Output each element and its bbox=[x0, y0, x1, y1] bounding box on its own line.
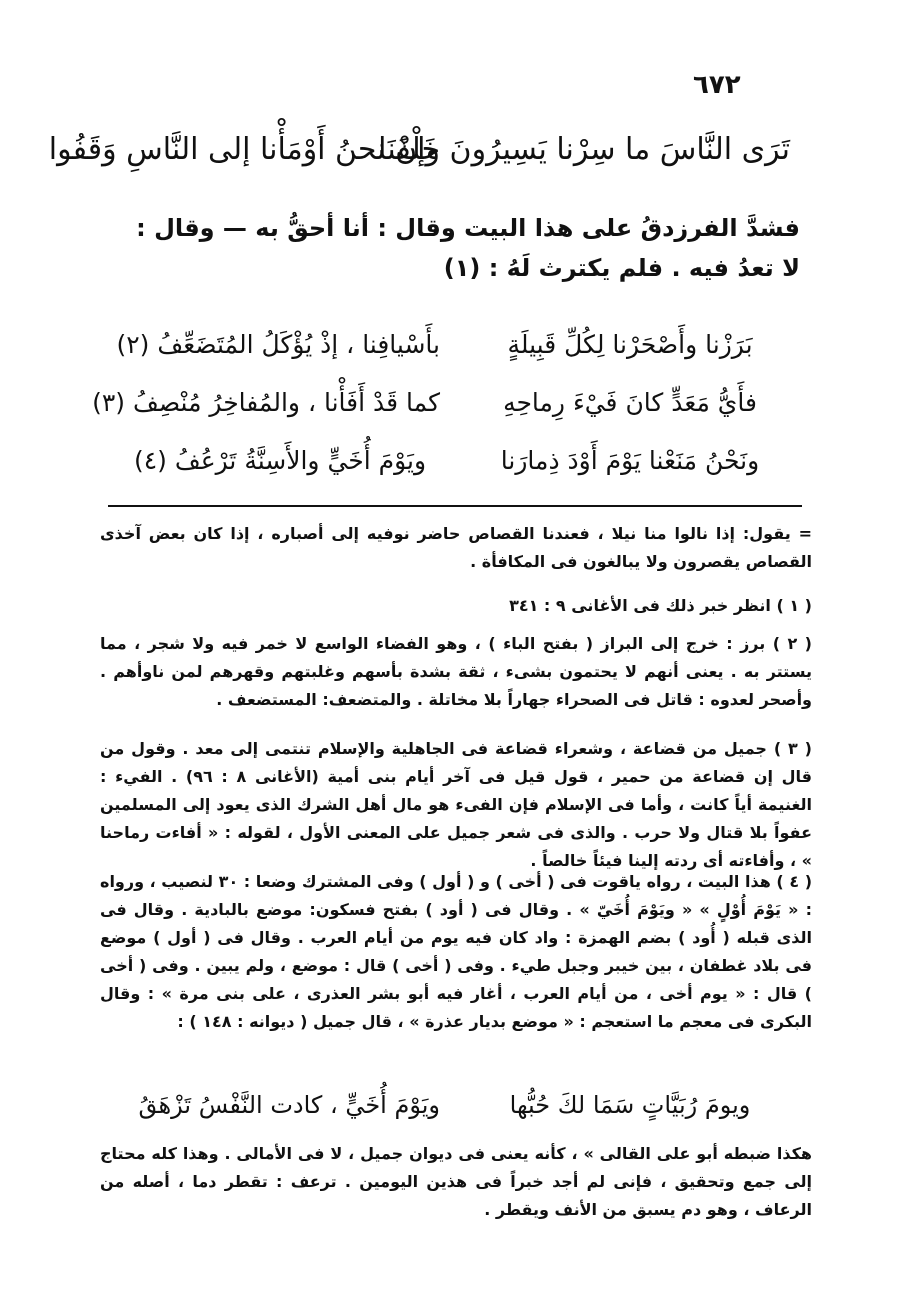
verse-hemistich-second: كما قَدْ أَفَأْنا ، والمُفاخِرُ مُنْصِفُ (٣) bbox=[92, 388, 440, 417]
prose-line: فشدَّ الفرزدقُ على هذا البيت وقال : أنا أحقُّ به — وقال : bbox=[136, 214, 800, 242]
verse-hemistich-second: ويَوْمَ أُخَيٍّ والأَسِنَّةُ تَرْعُفُ (٤) bbox=[133, 446, 427, 475]
verse-line bbox=[92, 378, 790, 438]
footnote-divider bbox=[108, 505, 802, 507]
verse-hemistich-first: تَرَى النَّاسَ ما سِرْنا يَسِيرُونَ خَلْفَنَا bbox=[378, 132, 790, 167]
prose-line: لا تعدُ فيه . فلم يكترث لَهُ : (١) bbox=[443, 254, 800, 282]
verse-line bbox=[120, 436, 790, 496]
verse-line bbox=[48, 125, 790, 185]
verse-hemistich-second: ويَوْمَ أُخَيٍّ ، كادت النَّفْسُ تَزْهَقُ bbox=[138, 1091, 440, 1119]
verse-hemistich-first: بَرَزْنا وأَصْحَرْنا لِكُلِّ قَبِيلَةٍ bbox=[507, 330, 753, 359]
page-number: ٦٧٢ bbox=[693, 70, 741, 100]
prose-paragraph bbox=[100, 208, 800, 288]
verse-hemistich-second: بأَسْيافِنا ، إذْ يُؤْكَلُ المُتَضَعِّفُ (٢) bbox=[116, 330, 440, 359]
verse-hemistich-first: ويومَ رُبَيَّاتٍ سَمَا لكَ حُبُّها bbox=[509, 1091, 751, 1119]
footnote-1: ( ١ ) انظر خبر ذلك فى الأغانى ٩ : ٣٤١ bbox=[509, 596, 812, 615]
footnote-continuation: = يقول: إذا نالوا منا نيلا ، فعندنا القصاص حاضر نوفيه إلى أصباره ، إذا كان بعض آخذى القصاص يقصرون ولا يبالغون فى المكافأة . bbox=[100, 524, 812, 571]
verse-hemistich-second: وإنْ نحنُ أَوْمَأْنا إلى النَّاسِ وَقَفُوا bbox=[48, 132, 440, 167]
verse-hemistich-first: ونَحْنُ مَنَعْنا يَوْمَ أَوْدَ ذِمارَنا bbox=[500, 446, 760, 475]
footnote-4: ( ٤ ) هذا البيت ، رواه ياقوت فى ( أخى ) و ( أول ) وفى المشترك وضعا : ٣٠ لنصيب ، ورواه : « يَوْمَ أُوْلٍ » « ويَوْمَ أُخَيّ » . وقال فى ( أود ) بفتح فسكون: موضع بالبادية . وقال فى الذى قبله ( أُود ) بضم الهمزة : واد كان فيه يوم من أيام العرب . وقال فى ( أول ) موضع فى بلاد غطفان ، بين خيبر وجبل طيء . وفى ( أخى ) قال : موضع ، ولم يبين . وفى ( أخى ) قال : « يوم أخى ، من أيام العرب ، أغار فيه أبو بشر العذرى ، على بنى مرة » : وقال البكرى فى معجم ما استعجم : « موضع بديار عذرة » ، قال جميل ( ديوانه : ١٤٨ ) : bbox=[100, 872, 813, 1031]
footnote-verse bbox=[140, 1080, 780, 1140]
footnote-3: ( ٣ ) جميل من قضاعة ، وشعراء قضاعة فى الجاهلية والإسلام تنتمى إلى معد . وقول من قال إن قضاعة من حمير ، قول قيل فى آخر أيام بنى أمية (الأغانى ٨ : ٩٦) . الفيء : الغنيمة أياً كانت ، وأما فى الإسلام فإن الفىء هو مال أهل الشرك الذى يعود إلى المسلمين عفواً بلا قتال ولا حرب . والذى فى شعر جميل على المعنى الأول ، لقوله : « أفاءت رماحنا » ، وأفاءته أى ردته إلينا فيئاً خالصاً . bbox=[100, 739, 813, 870]
verse-hemistich-first: فأَيُّ مَعَدٍّ كانَ فَيْءَ رِماحِهِ bbox=[503, 388, 757, 417]
verse-line bbox=[116, 320, 790, 380]
footnote-2: ( ٢ ) برز : خرج إلى البراز ( بفتح الباء ) ، وهو الفضاء الواسع لا خمر فيه ولا شجر ، مما يستتر به . يعنى أنهم لا يحتمون بشىء ، ثقة بشدة بأسهم وغلبتهم وقهرهم لمن ناوأهم . وأصحر لعدوه : قاتل فى الصحراء جهاراً بلا مخاتلة . والمتضعف: المستضعف . bbox=[100, 634, 812, 709]
footnote-4-continued: هكذا ضبطه أبو على القالى » ، كأنه يعنى فى ديوان جميل ، لا فى الأمالى . وهذا كله محتاج إلى جمع وتحقيق ، فإنى لم أجد خبراً فى هذين اليومين . ترعف : تقطر دما ، أصله من الرعاف ، وهو دم يسبق من الأنف ويقطر . bbox=[100, 1144, 812, 1219]
